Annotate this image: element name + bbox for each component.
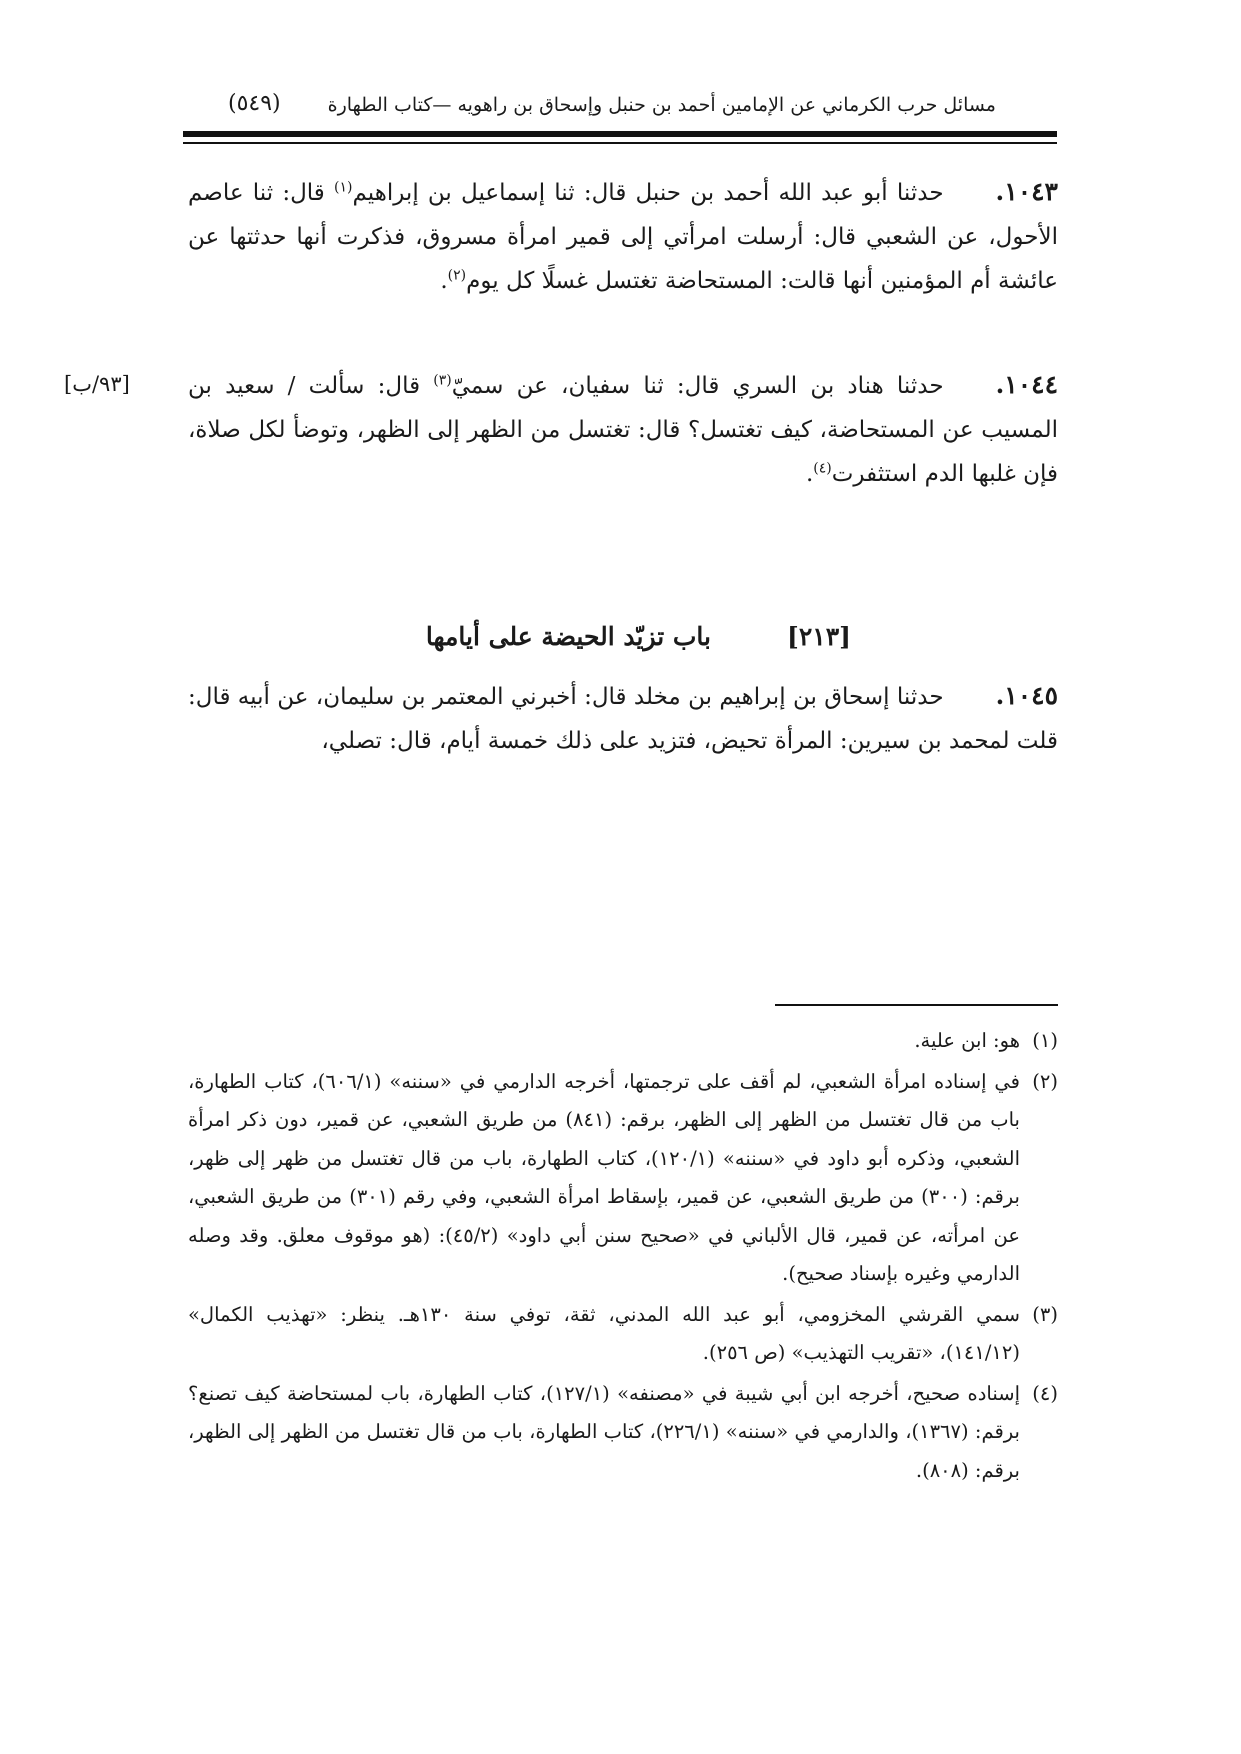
entry-text: حدثنا إسحاق بن إبراهيم بن مخلد قال: أخبرني المعتمر بن سليمان، عن أبيه قال: قلت لمحمد بن سيرين: المرأة تحيض، فتزيد على ذلك خمسة أيام، قال: تصلي، (188, 684, 1058, 754)
page-number: (٥٤٩) (228, 91, 281, 116)
hadith-entry-1045 (188, 674, 1058, 763)
margin-folio-note: [٩٣/ب] (64, 372, 130, 396)
footnote-text: هو: ابن علية. (914, 1029, 1020, 1052)
entry-number: ١٠٤٤. (995, 370, 1058, 399)
entry-number: ١٠٤٥. (995, 681, 1058, 710)
footnote (188, 1063, 1058, 1294)
chapter-title: باب تزيّد الحيضة على أيامها (425, 622, 712, 651)
footnote (188, 1296, 1058, 1373)
footnote-separator (775, 1004, 1058, 1006)
footnote-ref[interactable]: (١) (334, 179, 353, 196)
footnote-ref[interactable]: (٣) (433, 372, 452, 389)
footnote-ref[interactable]: (٤) (813, 460, 832, 477)
header-rule-thin (183, 142, 1057, 144)
footnote (188, 1375, 1058, 1491)
chapter-heading (391, 622, 851, 651)
footnote-number: (٣) (1032, 1302, 1058, 1326)
footnote-text: في إسناده امرأة الشعبي، لم أقف على ترجمتها، أخرجه الدارمي في «سننه» (٦٠٦/١)، كتاب الطهارة، باب من قال تغتسل من الظهر إلى الظهر، برقم: (٨٤١) من طريق الشعبي، عن قمير، دون ذكر امرأة الشعبي، وذكره أبو داود في «سننه» (١٢٠/١)، كتاب الطهارة، باب من قال تغتسل من ظهر إلى ظهر، برقم: (٣٠٠) من طريق الشعبي، عن قمير، بإسقاط امرأة الشعبي، وفي رقم (٣٠١) من طريق الشعبي، عن امرأته، عن قمير، قال الألباني في «صحيح سنن أبي داود» (٤٥/٢): (هو موقوف معلق. وقد وصله الدارمي وغيره بإسناد صحيح). (188, 1069, 1021, 1285)
entry-text: . (805, 461, 814, 487)
hadith-entry-1044 (188, 363, 1058, 496)
footnote-text: إسناده صحيح، أخرجه ابن أبي شيبة في «مصنفه» (١٢٧/١)، كتاب الطهارة، باب لمستحاضة كيف تصنع؟ برقم: (١٣٦٧)، والدارمي في «سننه» (٢٢٦/١)، كتاب الطهارة، باب من قال تغتسل من الظهر إلى الظهر، برقم: (٨٠٨). (188, 1381, 1020, 1482)
footnote-ref[interactable]: (٢) (447, 267, 467, 284)
footnote-text: سمي القرشي المخزومي، أبو عبد الله المدني، ثقة، توفي سنة ١٣٠هـ. ينظر: «تهذيب الكمال» (١٤١/١٢)، «تقريب التهذيب» (ص ٢٥٦). (188, 1302, 1020, 1364)
entry-number: ١٠٤٣. (995, 177, 1058, 206)
footnote (188, 1022, 1058, 1061)
entry-text: . (440, 268, 448, 294)
running-header-title: مسائل حرب الكرماني عن الإمامين أحمد بن حنبل وإسحاق بن راهويه —كتاب الطهارة (327, 94, 996, 116)
entry-text: قال: سألت / سعيد بن المسيب عن المستحاضة، كيف تغتسل؟ قال: تغتسل من الظهر إلى الظهر، وتوضأ لكل صلاة، فإن غلبها الدم استثفرت (188, 373, 1058, 487)
hadith-entry-1043 (188, 170, 1058, 303)
footnote-number: (٢) (1032, 1069, 1058, 1093)
entry-text: حدثنا هناد بن السري قال: ثنا سفيان، عن سميّ (451, 373, 944, 399)
footnotes (188, 1022, 1058, 1492)
entry-text: حدثنا أبو عبد الله أحمد بن حنبل قال: ثنا إسماعيل بن إبراهيم (352, 180, 944, 206)
chapter-number: [٢١٣] (787, 622, 851, 651)
footnote-number: (١) (1032, 1029, 1058, 1052)
footnote-number: (٤) (1032, 1381, 1058, 1405)
header-rule (183, 131, 1057, 137)
entry-text: قال: ثنا عاصم الأحول، عن الشعبي قال: أرسلت امرأتي إلى قمير امرأة مسروق، فذكرت أنها حدثتها عن عائشة أم المؤمنين أنها قالت: المستحاضة تغتسل غسلًا كل يوم (188, 180, 1058, 294)
